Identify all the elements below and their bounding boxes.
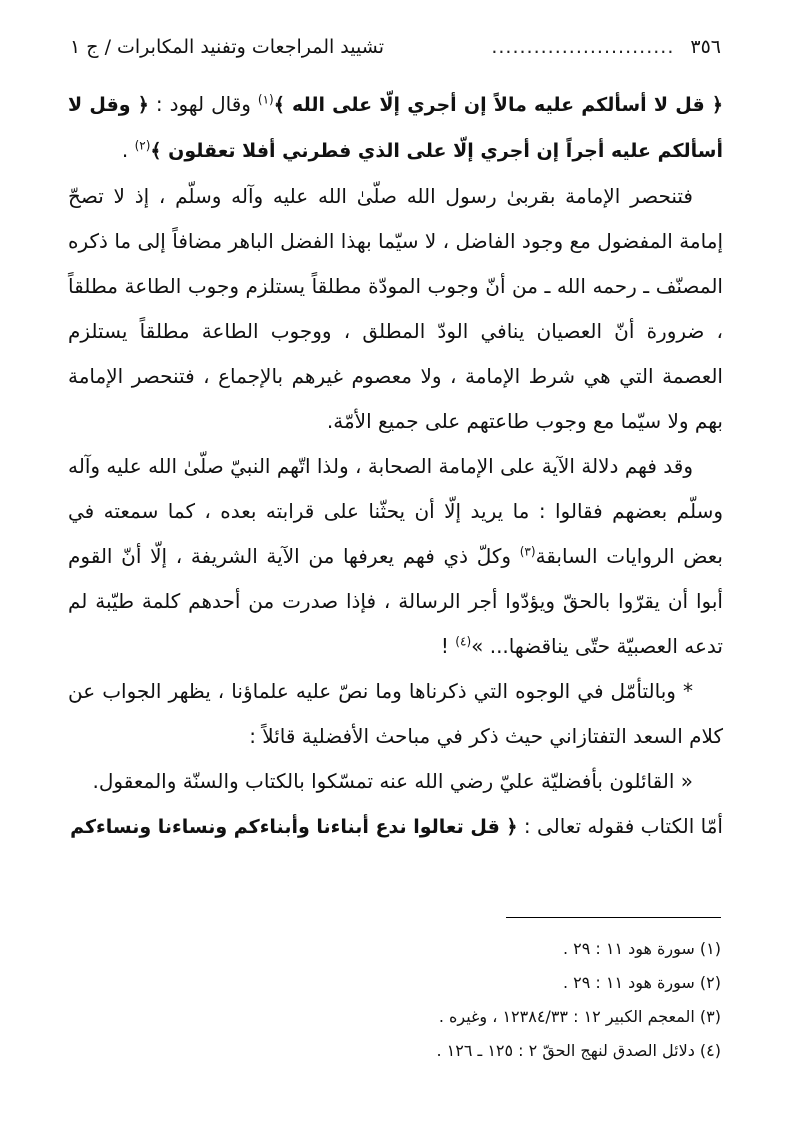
footnote-3: (٣) المعجم الكبير ١٢ : ١٢٣٨٤/٣٣ ، وغيره . <box>438 1007 721 1026</box>
footnotes <box>120 932 721 1068</box>
quran-quote-1: ﴿ قل لا أسألكم عليه مالاً إن أجري إلّا على الله ﴾ <box>273 94 724 116</box>
footnote-1: (١) سورة هود ١١ : ٢٩ . <box>562 939 721 958</box>
footnote-ref-3[interactable]: (٣) <box>519 544 536 559</box>
page-body <box>68 82 723 850</box>
paragraph-5: « القائلون بأفضليّة عليّ رضي الله عنه تمسّكوا بالكتاب والسنّة والمعقول. <box>92 769 693 793</box>
paragraph-text: ! <box>440 634 456 658</box>
paragraph-text: وكلّ ذي فهم يعرفها من الآية الشريفة ، إلّا أنّ القوم أبوا أن يقرّوا بالحقّ ويؤدّوا أجر الرسالة ، فإذا صدرت من أحدهم كلمة طيّبة لم تدعه العصبيّة حتّى يناقضها... » <box>68 544 723 658</box>
paragraph-text: أمّا الكتاب فقوله تعالى : <box>517 814 723 838</box>
footnote-ref-4[interactable]: (٤) <box>455 634 472 649</box>
quran-quote-2: ﴿ وقل لا أسألكم عليه أجراً إن أجري إلّا على الذي فطرني أفلا تعقلون ﴾ <box>68 94 723 162</box>
paragraph-text: وقال لهود : <box>148 92 258 116</box>
paragraph-2: فتنحصر الإمامة بقربىٰ رسول الله صلّىٰ الله عليه وآله وسلّم ، إذ لا تصحّ إمامة المفضول مع وجود الفاضل ، لا سيّما بهذا الفضل الباهر مضافاً إلى ما ذكره المصنّف ـ رحمه الله ـ من أنّ وجوب المودّة مطلقاً يستلزم وجوب الطاعة مطلقاً ، ضرورة أنّ العصيان ينافي الودّ المطلق ، ووجوب الطاعة مطلقاً يستلزم العصمة التي هي شرط الإمامة ، ولا معصوم غيرهم بالإجماع ، فتنحصر الإمامة بهم ولا سيّما مع وجوب طاعتهم على جميع الأمّة. <box>68 184 723 433</box>
book-title: تشييد المراجعات وتفنيد المكابرات / ج ١ <box>70 36 384 58</box>
footnote-ref-2[interactable]: (٢) <box>134 138 151 153</box>
footnote-2: (٢) سورة هود ١١ : ٢٩ . <box>562 973 721 992</box>
footnote-4: (٤) دلائل الصدق لنهج الحقّ ٢ : ١٢٥ ـ ١٢٦ . <box>436 1041 721 1060</box>
footnote-divider <box>506 917 721 918</box>
header-leader-dots: .......................... <box>491 36 675 58</box>
footnote-ref-1[interactable]: (١) <box>257 92 274 107</box>
paragraph-1 <box>68 82 723 174</box>
quran-quote-3: ﴿ قل تعالوا ندع أبناءنا وأبناءكم ونساءنا ونساءكم <box>70 816 518 838</box>
paragraph-text: وقد فهم دلالة الآية على الإمامة الصحابة ، ولذا اتّهم النبيّ صلّىٰ الله عليه وآله وسلّم بعضهم فقالوا : ما يريد إلّا أن يحثّنا على قرابته بعده ، كما سمعته في بعض الروايات السابقة <box>68 454 723 568</box>
paragraph-4: * وبالتأمّل في الوجوه التي ذكرناها وما نصّ عليه علماؤنا ، يظهر الجواب عن كلام السعد التفتازاني حيث ذكر في مباحث الأفضلية قائلاً : <box>68 679 723 748</box>
running-header <box>70 32 721 62</box>
paragraph-6 <box>68 804 723 850</box>
page-number: ٣٥٦ <box>690 36 721 58</box>
paragraph-3 <box>68 444 723 669</box>
paragraph-text: . <box>121 138 135 162</box>
